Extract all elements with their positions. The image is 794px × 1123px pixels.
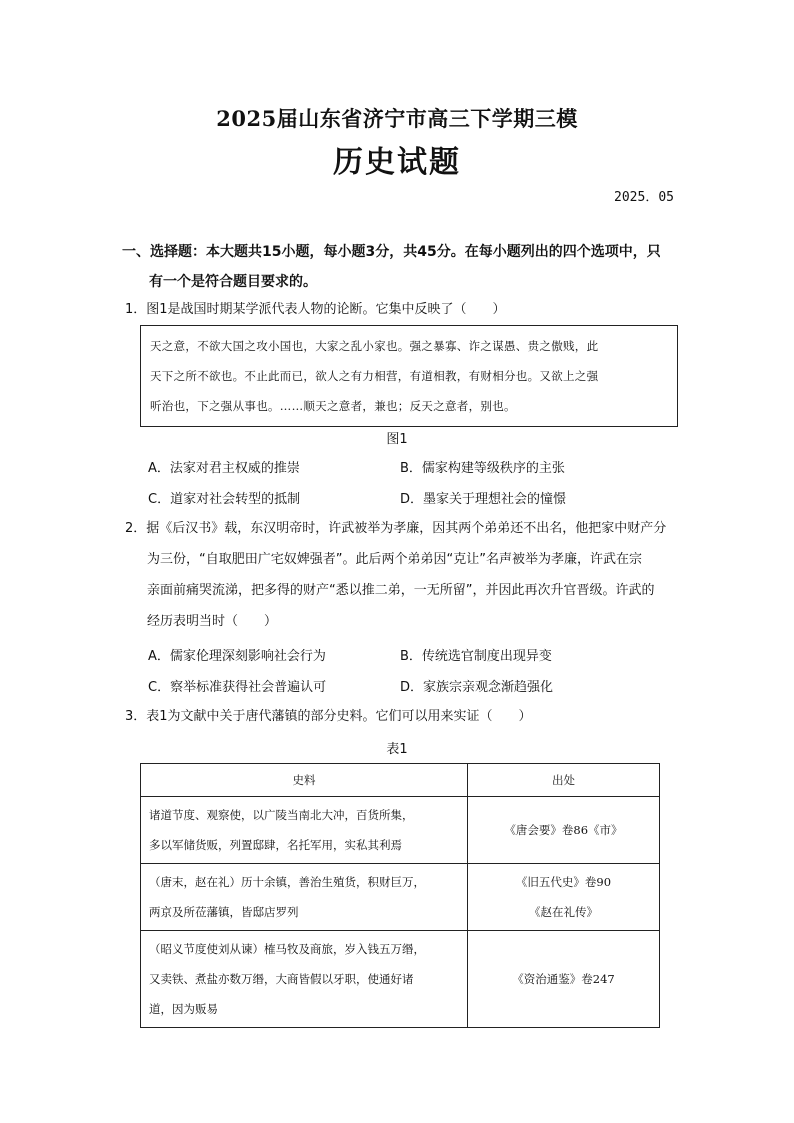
source-cell	[468, 797, 660, 864]
material-line: 又卖铁、煮盐亦数万缗，大商皆假以牙职，使通好诸	[149, 972, 414, 986]
question-1-quote-box	[140, 325, 678, 427]
material-line: （昭义节度使刘从谏）榷马牧及商旅，岁入钱五万缗，	[149, 942, 425, 956]
question-3-stem: 3．表1为文献中关于唐代藩镇的部分史料。它们可以用来实证（ ）	[125, 709, 532, 724]
material-cell	[141, 797, 468, 864]
question-2-stem	[125, 513, 675, 637]
material-line: 诸道节度、观察使，以广陵当南北大冲，百货所集，	[149, 808, 414, 822]
source-cell	[468, 864, 660, 931]
option-d: D．墨家关于理想社会的憧憬	[400, 492, 567, 507]
question-2-line: 经历表明当时（ ）	[147, 614, 278, 629]
table-row	[141, 931, 660, 1028]
material-cell	[141, 931, 468, 1028]
history-sources-table	[140, 763, 660, 1028]
option-b: B．传统选官制度出现异变	[400, 649, 552, 664]
table-row	[141, 797, 660, 864]
table-header-row	[141, 764, 660, 797]
section-heading-line2: 有一个是符合题目要求的。	[149, 274, 317, 290]
question-2-options	[148, 639, 678, 701]
quote-line: 天下之所不欲也。不止此而已，欲人之有力相营，有道相教，有财相分也。又欲上之强	[150, 369, 599, 383]
option-c: C．察举标准获得社会普遍认可	[148, 680, 327, 695]
section-heading	[122, 237, 682, 297]
option-a: A．法家对君主权威的推崇	[148, 461, 300, 476]
source-cell	[468, 931, 660, 1028]
material-line: 道，因为贩易	[149, 1002, 218, 1016]
source-line: 《赵在礼传》	[529, 905, 598, 919]
source-line: 《旧五代史》卷90	[515, 875, 612, 889]
quote-line: 听治也，下之强从事也。……顺天之意者，兼也；反天之意者，别也。	[150, 399, 516, 413]
source-line: 《唐会要》卷86《市》	[504, 823, 623, 837]
option-b: B．儒家构建等级秩序的主张	[400, 461, 565, 476]
header-material: 史料	[141, 764, 468, 797]
material-cell	[141, 864, 468, 931]
material-line: 多以军储货贩，列置邸肆，名托军用，实私其利焉	[149, 838, 402, 852]
table-row	[141, 864, 660, 931]
question-2-line: 为三份，“自取肥田广宅奴婢强者”。此后两个弟弟因“克让”名声被举为孝廉，许武在宗	[147, 552, 642, 567]
section-heading-line1: 一、选择题：本大题共15小题，每小题3分，共45分。在每小题列出的四个选项中，只	[122, 244, 661, 260]
material-line: （唐末，赵在礼）历十余镇，善治生殖货，积财巨万，	[149, 875, 425, 889]
figure-1-caption: 图1	[386, 432, 408, 447]
material-line: 两京及所莅藩镇，皆邸店罗列	[149, 905, 299, 919]
header-source: 出处	[468, 764, 660, 797]
exam-subject: 历史试题	[333, 145, 461, 180]
option-c: C．道家对社会转型的抵制	[148, 492, 301, 507]
exam-title: 2025届山东省济宁市高三下学期三模	[216, 106, 578, 131]
exam-date: 2025．05	[614, 190, 674, 205]
quote-line: 天之意，不欲大国之攻小国也，大家之乱小家也。强之暴寡、诈之谋愚、贵之傲贱，此	[150, 339, 599, 353]
option-a: A．儒家伦理深刻影响社会行为	[148, 649, 326, 664]
source-line: 《资治通鉴》卷247	[512, 972, 615, 986]
table-1-caption: 表1	[386, 742, 408, 757]
question-2-line: 亲面前痛哭流涕，把多得的财产“悉以推二弟，一无所留”，并因此再次升官晋级。许武的	[147, 583, 655, 598]
option-d: D．家族宗亲观念渐趋强化	[400, 680, 554, 695]
question-2-line: 2．据《后汉书》载，东汉明帝时，许武被举为孝廉，因其两个弟弟还不出名，他把家中财产分	[125, 521, 667, 536]
question-1-stem: 1．图1是战国时期某学派代表人物的论断。它集中反映了（ ）	[125, 302, 506, 317]
question-1-options	[148, 451, 678, 513]
